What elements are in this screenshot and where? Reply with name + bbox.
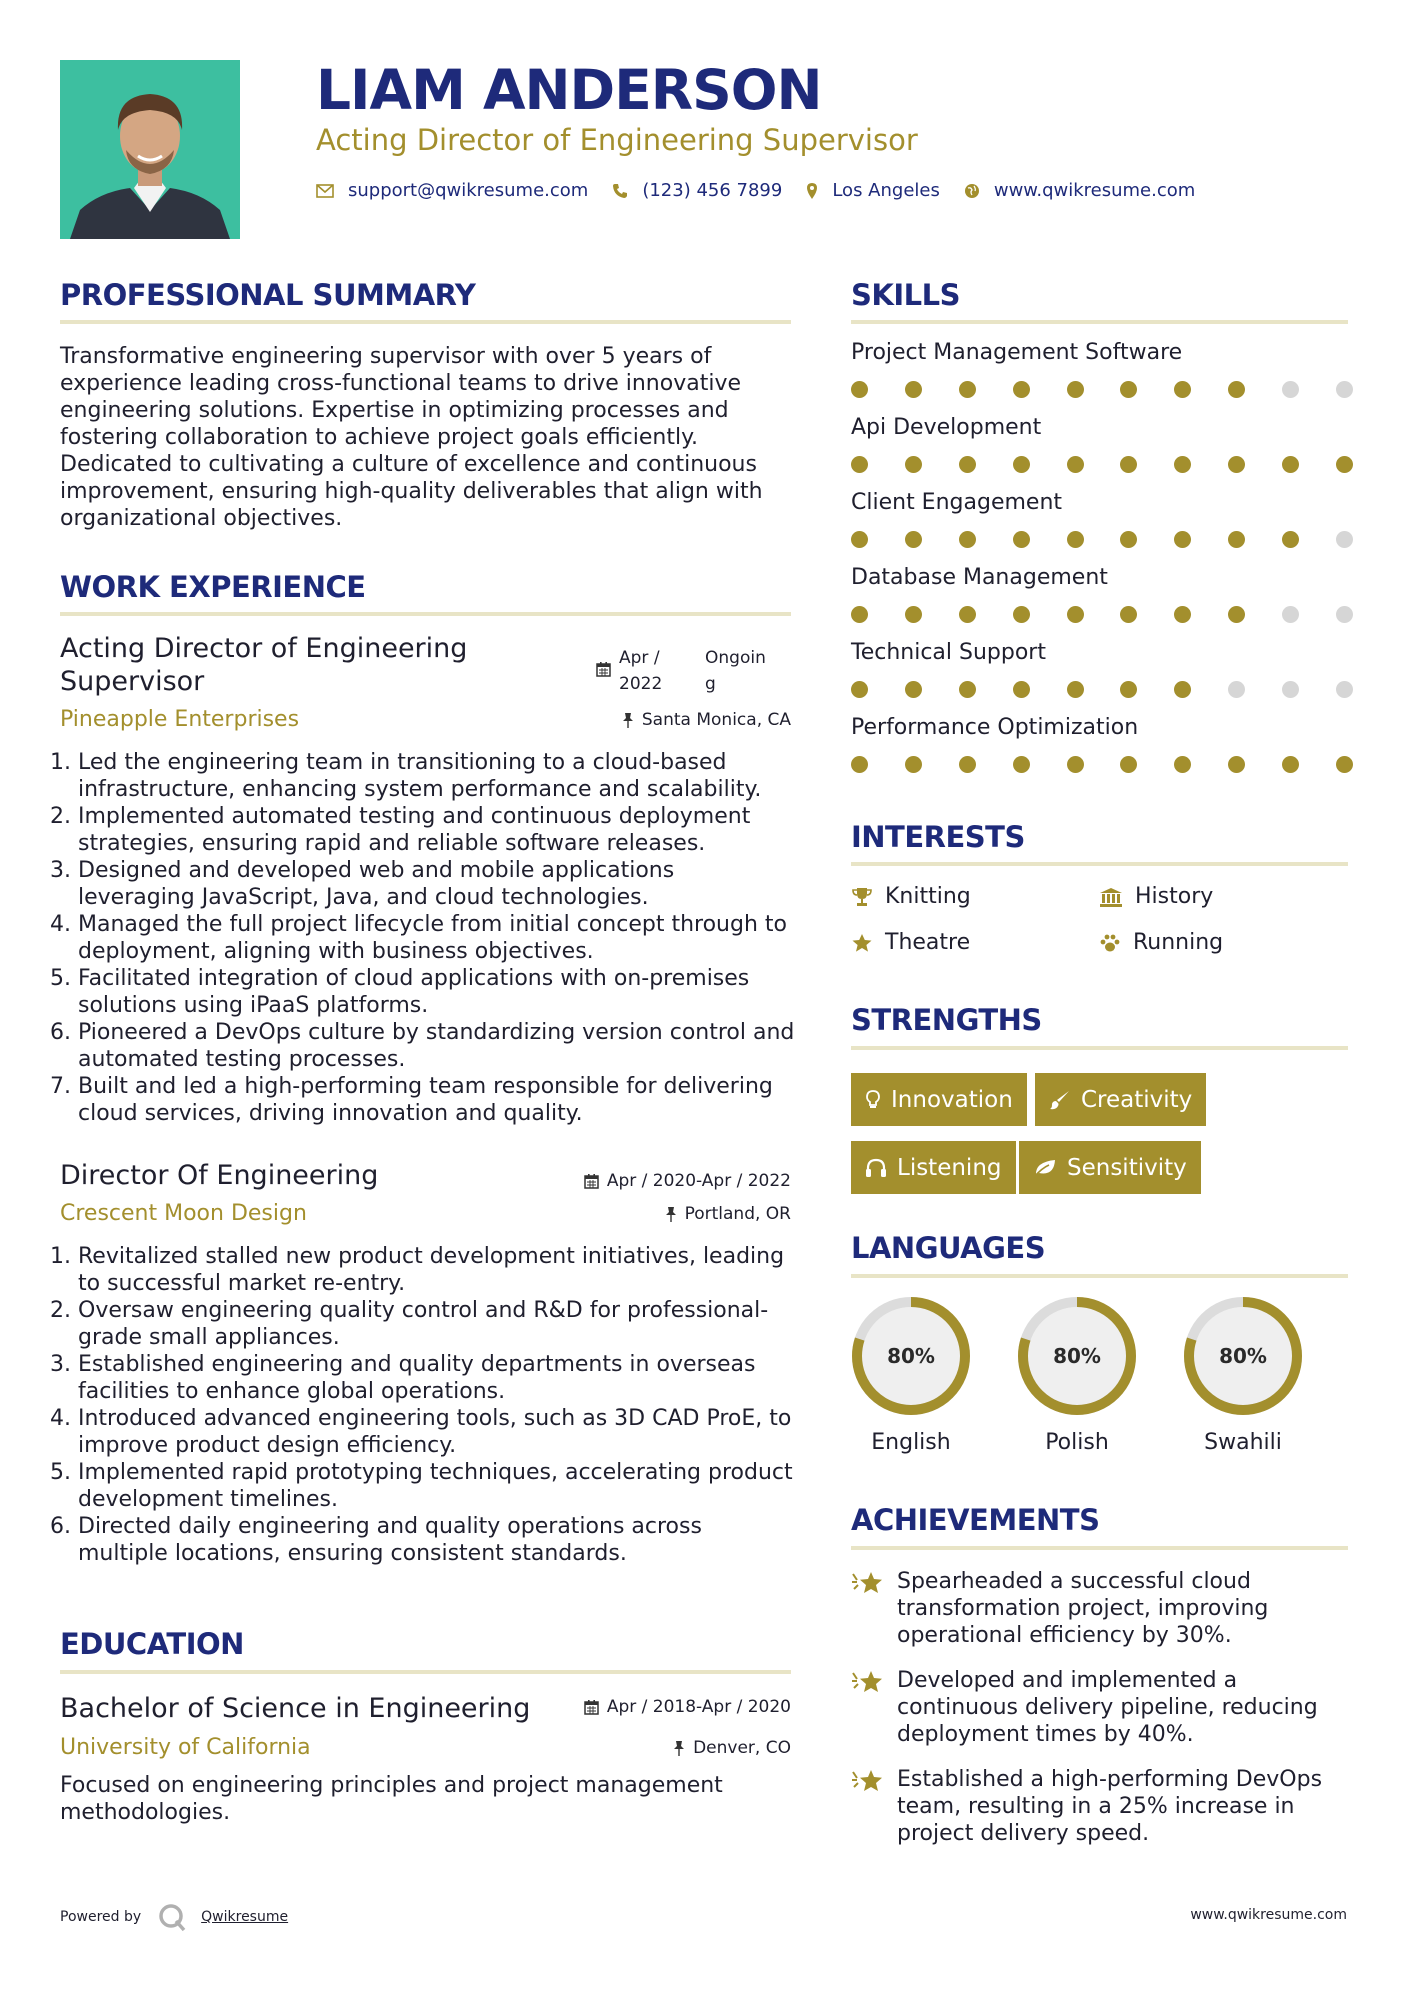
contact-email[interactable] [316, 180, 588, 201]
education-dates: Apr / 2018-Apr / 2020 [584, 1697, 791, 1717]
footer-powered-by: Powered by Qwikresume [60, 1902, 288, 1932]
skill-dot [905, 531, 922, 548]
skill-dot [1336, 456, 1353, 473]
skill-dot [1336, 681, 1353, 698]
skill-dot [1282, 756, 1299, 773]
list-item: 4. Managed the full project lifecycle from initial concept through to deployment, aligning with business objectives. [78, 911, 795, 965]
interests-rule [851, 862, 1348, 866]
phone-icon [612, 183, 628, 199]
job-2-location: Portland, OR [665, 1204, 791, 1224]
skill-dot [1336, 756, 1353, 773]
skills-rule [851, 320, 1348, 324]
achievement-text: Developed and implemented a continuous delivery pipeline, reducing deployment times by 40%. [897, 1668, 1318, 1747]
language-ring [849, 1294, 973, 1418]
skill-dot [1174, 531, 1191, 548]
skill-dot [1067, 381, 1084, 398]
pushpin-icon [673, 1740, 685, 1757]
skill-dot [1013, 756, 1030, 773]
email-text: support@qwikresume.com [348, 180, 589, 201]
list-item: 2. Oversaw engineering quality control and R&D for professional-grade small appliances. [78, 1297, 795, 1351]
headphones-icon [865, 1158, 887, 1178]
language-percent-label: 80% [1053, 1344, 1101, 1368]
interests-heading: INTERESTS [851, 820, 1025, 854]
interest-item: History [1099, 884, 1213, 909]
education-description: Focused on engineering principles and project management methodologies. [60, 1773, 723, 1825]
skill-dot [1336, 606, 1353, 623]
skill-dot [851, 756, 868, 773]
skill-dot [905, 606, 922, 623]
skill-dot [1120, 756, 1137, 773]
skill-dot [1067, 531, 1084, 548]
skills-heading: SKILLS [851, 278, 960, 312]
qwikresume-logo-icon [157, 1902, 187, 1932]
education-school: University of California [60, 1735, 311, 1760]
calendar-icon [584, 1699, 599, 1715]
skill-dot [905, 681, 922, 698]
list-item: 1. Revitalized stalled new product development initiatives, leading to successful market re-entry. [78, 1243, 795, 1297]
skill-dot [905, 756, 922, 773]
summary-text: Transformative engineering supervisor with over 5 years of experience leading cross-functional teams to drive innovative engineering solutions. Expertise in optimizing processes and fostering collaboration to achieve project goals efficiently. Dedicated to cultivating a culture of excellence and continuous improvement, ensuring high-quality deliverables that align with organizational objectives. [60, 344, 763, 531]
contact-website[interactable] [964, 180, 1195, 201]
calendar-icon [596, 661, 611, 677]
pushpin-icon [665, 1206, 677, 1223]
contact-location [806, 180, 940, 201]
skill-level-dots [851, 456, 1353, 473]
footer-url[interactable]: www.qwikresume.com [1190, 1907, 1347, 1923]
skill-name: Technical Support [851, 640, 1046, 665]
achievements-heading: ACHIEVEMENTS [851, 1503, 1100, 1537]
experience-heading: WORK EXPERIENCE [60, 570, 366, 604]
contact-bar [316, 180, 1219, 201]
skill-name: Database Management [851, 565, 1108, 590]
skill-dot [959, 756, 976, 773]
education-degree: Bachelor of Science in Engineering [60, 1693, 531, 1724]
language-name: English [871, 1430, 951, 1455]
skill-dot [1174, 606, 1191, 623]
skill-dot [1067, 606, 1084, 623]
interest-item: Knitting [851, 884, 971, 909]
achievements-rule [851, 1546, 1348, 1550]
list-item: 5. Implemented rapid prototyping techniques, accelerating product development timelines. [78, 1459, 795, 1513]
star-icon [851, 933, 873, 953]
job-2-bullets [60, 1243, 795, 1567]
skill-dot [959, 456, 976, 473]
skill-dot [1013, 531, 1030, 548]
skill-dot [1067, 456, 1084, 473]
education-location: Denver, CO [673, 1738, 791, 1758]
skill-dot [1120, 531, 1137, 548]
achievement-item [851, 1667, 1341, 1748]
map-pin-icon [806, 182, 818, 200]
skill-dot [1067, 681, 1084, 698]
skill-dot [1013, 456, 1030, 473]
language-percent-label: 80% [1219, 1344, 1267, 1368]
skill-dot [1228, 381, 1245, 398]
skill-dot [959, 606, 976, 623]
brush-icon [1049, 1089, 1071, 1111]
job-1-title: Acting Director of Engineering Supervisor [60, 633, 468, 697]
skill-dot [1013, 681, 1030, 698]
list-item: 2. Implemented automated testing and continuous deployment strategies, ensuring rapid and reliable software releases. [78, 803, 795, 857]
trophy-icon [851, 887, 873, 907]
skill-level-dots [851, 381, 1353, 398]
skill-dot [1228, 681, 1245, 698]
skill-dot [851, 681, 868, 698]
skill-dot [1174, 681, 1191, 698]
skill-dot [1120, 681, 1137, 698]
interest-item: Theatre [851, 930, 970, 955]
skill-dot [1282, 531, 1299, 548]
website-text: www.qwikresume.com [993, 180, 1196, 201]
skill-name: Performance Optimization [851, 715, 1139, 740]
skill-dot [959, 531, 976, 548]
strengths-rule [851, 1046, 1348, 1050]
achievement-item [851, 1766, 1341, 1847]
education-heading: EDUCATION [60, 1627, 244, 1661]
phone-text: (123) 456 7899 [642, 180, 783, 201]
candidate-name: LIAM ANDERSON [316, 58, 822, 122]
skill-dot [1120, 381, 1137, 398]
list-item: 5. Facilitated integration of cloud applications with on-premises solutions using iPaaS platforms. [78, 965, 795, 1019]
skill-dot [851, 456, 868, 473]
strength-chip: Sensitivity [1019, 1141, 1201, 1194]
skill-dot [905, 381, 922, 398]
list-item: 1. Led the engineering team in transitioning to a cloud-based infrastructure, enhancing system performance and scalability. [78, 749, 795, 803]
job-1-location: Santa Monica, CA [622, 710, 791, 730]
skill-dot [1120, 606, 1137, 623]
education-rule [60, 1670, 791, 1674]
skill-dot [1282, 381, 1299, 398]
qwikresume-link[interactable]: Qwikresume [201, 1909, 289, 1925]
skill-dot [959, 681, 976, 698]
job-2-dates: Apr / 2020-Apr / 2022 [584, 1171, 791, 1191]
skill-name: Client Engagement [851, 490, 1063, 515]
skill-dot [1174, 456, 1191, 473]
envelope-icon [316, 184, 334, 198]
skill-dot [1120, 456, 1137, 473]
skill-level-dots [851, 531, 1353, 548]
candidate-title: Acting Director of Engineering Supervisor [316, 123, 918, 157]
language-name: Polish [1045, 1430, 1109, 1455]
list-item: 6. Pioneered a DevOps culture by standardizing version control and automated testing processes. [78, 1019, 795, 1073]
skill-level-dots [851, 681, 1353, 698]
skill-dot [851, 531, 868, 548]
skill-dot [1336, 531, 1353, 548]
calendar-icon [584, 1173, 599, 1189]
skill-dot [1228, 531, 1245, 548]
skill-dot [1174, 381, 1191, 398]
interest-item: Running [1099, 930, 1223, 955]
location-text: Los Angeles [832, 180, 940, 201]
job-1-date-end: Ongoing [705, 648, 766, 694]
strengths-heading: STRENGTHS [851, 1003, 1042, 1037]
skill-level-dots [851, 756, 1353, 773]
experience-rule [60, 612, 791, 616]
skill-level-dots [851, 606, 1353, 623]
skill-dot [1228, 756, 1245, 773]
leaf-icon [1033, 1158, 1057, 1178]
medal-star-icon [851, 1570, 885, 1596]
language-ring [1181, 1294, 1305, 1418]
strength-chip: Creativity [1035, 1073, 1206, 1126]
skill-dot [1228, 606, 1245, 623]
language-name: Swahili [1204, 1430, 1282, 1455]
medal-star-icon [851, 1768, 885, 1794]
skill-name: Project Management Software [851, 340, 1183, 365]
job-1-date-start: Apr / 2022 [619, 648, 663, 694]
skill-dot [905, 456, 922, 473]
list-item: 6. Directed daily engineering and quality operations across multiple locations, ensuring consistent standards. [78, 1513, 795, 1567]
skill-dot [1336, 381, 1353, 398]
strength-chip: Listening [851, 1141, 1016, 1194]
skill-dot [1013, 381, 1030, 398]
skill-dot [1282, 606, 1299, 623]
list-item: 3. Established engineering and quality departments in overseas facilities to enhance global operations. [78, 1351, 795, 1405]
skill-dot [1228, 456, 1245, 473]
job-1-dates [596, 645, 773, 697]
job-2-company: Crescent Moon Design [60, 1201, 307, 1226]
strength-chip: Innovation [851, 1073, 1027, 1126]
list-item: 3. Designed and developed web and mobile applications leveraging JavaScript, Java, and cloud technologies. [78, 857, 795, 911]
skill-dot [851, 381, 868, 398]
lightbulb-icon [865, 1089, 881, 1111]
skill-dot [959, 381, 976, 398]
list-item: 7. Built and led a high-performing team responsible for delivering cloud services, driving innovation and quality. [78, 1073, 795, 1127]
achievement-text: Spearheaded a successful cloud transformation project, improving operational efficiency by 30%. [897, 1569, 1269, 1648]
job-1-bullets [60, 749, 795, 1127]
languages-heading: LANGUAGES [851, 1231, 1046, 1265]
skill-dot [1013, 606, 1030, 623]
skill-dot [1282, 456, 1299, 473]
language-percent-label: 80% [887, 1344, 935, 1368]
medal-star-icon [851, 1669, 885, 1695]
globe-icon [964, 183, 980, 199]
skill-dot [1282, 681, 1299, 698]
skill-dot [1174, 756, 1191, 773]
achievement-item [851, 1568, 1341, 1649]
bank-icon [1099, 887, 1123, 907]
list-item: 4. Introduced advanced engineering tools, such as 3D CAD ProE, to improve product design efficiency. [78, 1405, 795, 1459]
paw-icon [1099, 933, 1121, 953]
achievement-text: Established a high-performing DevOps team, resulting in a 25% increase in project delivery speed. [897, 1767, 1323, 1846]
language-ring [1015, 1294, 1139, 1418]
skill-dot [851, 606, 868, 623]
profile-photo [60, 60, 240, 239]
skill-dot [1067, 756, 1084, 773]
languages-rule [851, 1274, 1348, 1278]
pushpin-icon [622, 712, 634, 729]
job-2-title: Director Of Engineering [60, 1160, 379, 1191]
job-1-company: Pineapple Enterprises [60, 707, 300, 732]
summary-heading: PROFESSIONAL SUMMARY [60, 278, 476, 312]
skill-name: Api Development [851, 415, 1042, 440]
summary-rule [60, 320, 791, 324]
contact-phone[interactable] [612, 180, 782, 201]
